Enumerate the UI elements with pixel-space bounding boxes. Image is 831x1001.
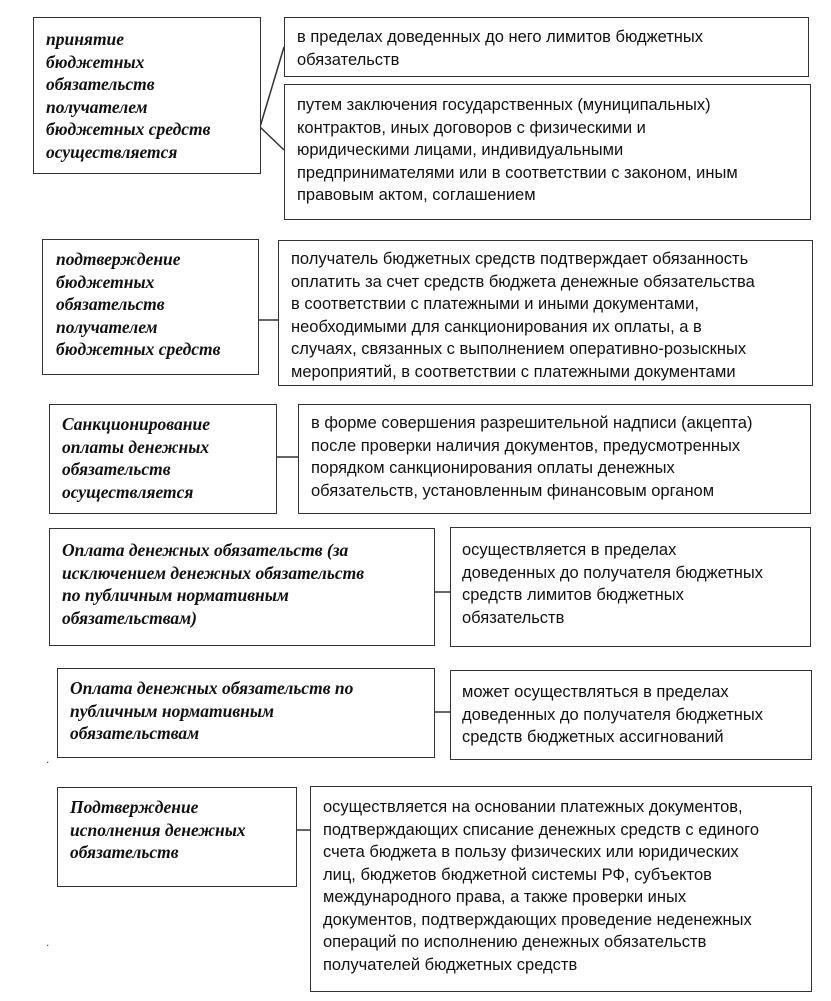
detail-line: международного права, а также проверки иных (323, 888, 687, 906)
detail-line: порядком санкционирования оплаты денежных (311, 459, 675, 477)
label-box-confirmation (42, 239, 259, 375)
detail-line: доведенных до получателя бюджетных (462, 563, 764, 582)
detail-box-execution-confirmation (310, 786, 812, 992)
connector-1a (260, 47, 284, 127)
label-line: подтверждение (56, 249, 181, 269)
label-line: Оплата денежных обязательств по (70, 678, 354, 698)
label-line: принятие (46, 29, 125, 49)
detail-line: предпринимателями или в соответствии с законом, иным (297, 163, 738, 182)
detail-line: осуществляется в пределах (462, 541, 677, 559)
label-line: обязательств (46, 74, 155, 94)
detail-line: обязательств, установленным финансовым органом (311, 481, 715, 500)
detail-line: юридическими лицами, индивидуальными (297, 141, 624, 159)
label-line: обязательств (56, 294, 165, 314)
label-line: публичным нормативным (70, 700, 275, 721)
label-line: получателем (46, 96, 148, 117)
label-line: обязательствам (70, 723, 200, 743)
label-line: обязательств (62, 459, 171, 479)
label-box-sanctioning (49, 404, 277, 514)
detail-line: случаях, связанных с выполнением оперативно-розыскных (291, 340, 747, 358)
detail-line: мероприятий, в соответствии с платежными документами (291, 362, 736, 381)
label-line: исключением денежных обязательств (62, 562, 365, 583)
label-line: осуществляется (62, 481, 194, 502)
label-line: обязательствам) (62, 607, 197, 628)
label-line: Подтверждение (70, 797, 199, 817)
label-line: бюджетных средств (46, 119, 211, 139)
detail-line: подтверждающих списание денежных средств с единого (323, 820, 760, 839)
label-line: Оплата денежных обязательств (за (62, 540, 349, 560)
detail-box-confirmation (278, 240, 813, 386)
detail-box-limits (284, 17, 809, 77)
label-line: обязательств (70, 842, 179, 862)
detail-line: в пределах доведенных до него лимитов бюджетных (297, 28, 704, 46)
label-line: бюджетных (46, 51, 145, 72)
detail-line: после проверки наличия документов, предусмотренных (311, 436, 741, 455)
label-line: бюджетных (56, 271, 155, 292)
detail-line: средств бюджетных ассигнований (462, 728, 724, 746)
detail-line: доведенных до получателя бюджетных (462, 705, 764, 724)
detail-line: средств лимитов бюджетных (462, 586, 684, 604)
detail-line: получателей бюджетных средств (323, 955, 578, 974)
detail-line: в форме совершения разрешительной надписи (акцепта) (311, 414, 753, 432)
label-box-acceptance (33, 17, 261, 174)
stray-dot: . (46, 752, 50, 766)
label-box-payment-limits (49, 528, 435, 646)
detail-line: правовым актом, соглашением (297, 186, 536, 204)
label-line: Санкционирование (62, 414, 210, 434)
detail-box-sanctioning (298, 404, 811, 514)
label-line: получателем (56, 316, 158, 337)
detail-line: счета бюджета в пользу физических или юридических (323, 843, 739, 861)
label-box-public-obligations (57, 668, 435, 758)
label-line: исполнения денежных (70, 819, 246, 840)
label-line: осуществляется (46, 141, 178, 162)
label-line: бюджетных средств (56, 339, 221, 359)
detail-line: лиц, бюджетов бюджетной системы РФ, субъектов (323, 865, 712, 884)
detail-box-contracts (284, 84, 811, 220)
detail-line: в соответствии с платежными и иными документами, (291, 295, 699, 313)
detail-line: путем заключения государственных (муниципальных) (297, 96, 711, 114)
detail-line: операций по исполнению денежных обязательств (323, 933, 707, 951)
stray-dot: . (46, 935, 50, 949)
detail-box-payment-limits (450, 527, 811, 647)
detail-line: обязательств (297, 50, 400, 69)
detail-line: необходимыми для санкционирования их оплаты, а в (291, 317, 702, 336)
detail-line: может осуществляться в пределах (462, 683, 729, 701)
connector-1b (260, 127, 284, 150)
label-line: по публичным нормативным (62, 585, 289, 605)
detail-box-public-obligations (450, 670, 812, 760)
detail-line: получатель бюджетных средств подтверждает обязанность (291, 250, 749, 268)
detail-line: обязательств (462, 608, 565, 627)
detail-line: оплатить за счет средств бюджета денежные обязательства (291, 272, 755, 291)
label-line: оплаты денежных (62, 436, 210, 457)
detail-line: контрактов, иных договоров с физическими и (297, 118, 646, 137)
label-box-execution-confirmation (57, 787, 297, 887)
detail-line: документов, подтверждающих проведение неденежных (323, 910, 752, 929)
detail-line: осуществляется на основании платежных документов, (323, 798, 743, 816)
